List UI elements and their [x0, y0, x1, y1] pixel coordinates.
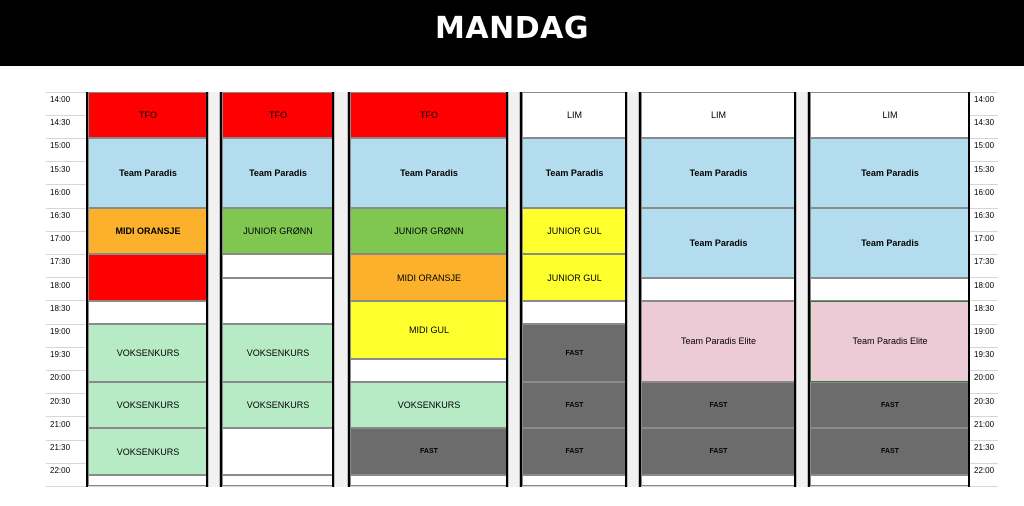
- schedule-block[interactable]: TFO: [222, 92, 334, 138]
- schedule-block[interactable]: FAST: [641, 382, 796, 428]
- time-label-left: 16:30: [50, 211, 71, 220]
- schedule-block[interactable]: MIDI ORANSJE: [350, 254, 508, 300]
- time-label-right: 22:00: [974, 466, 995, 476]
- schedule-block[interactable]: [88, 475, 208, 487]
- schedule-block[interactable]: Team Paradis: [810, 138, 970, 208]
- schedule-block[interactable]: Team Paradis: [810, 208, 970, 278]
- column-border: [794, 92, 796, 487]
- schedule-block[interactable]: LIM: [641, 92, 796, 138]
- schedule-block[interactable]: VOKSENKURS: [88, 324, 208, 382]
- schedule-block[interactable]: JUNIOR GRØNN: [222, 208, 334, 254]
- time-label-right: 17:30: [974, 257, 995, 267]
- time-label-left: 20:00: [50, 373, 71, 383]
- time-label-left: 22:00: [50, 466, 71, 476]
- time-label-right: 19:00: [974, 327, 995, 336]
- page-title: MANDAG: [435, 11, 589, 46]
- time-label-right: 15:30: [974, 164, 995, 174]
- schedule-block[interactable]: FAST: [522, 324, 627, 382]
- schedule-block[interactable]: FAST: [350, 428, 508, 474]
- schedule-block[interactable]: VOKSENKURS: [88, 428, 208, 474]
- schedule-block[interactable]: [641, 278, 796, 301]
- schedule-block[interactable]: TFO: [88, 92, 208, 138]
- time-label-right: 20:30: [974, 396, 995, 406]
- column-border: [348, 92, 350, 487]
- time-label-right: 18:00: [974, 280, 995, 290]
- schedule-block[interactable]: [810, 475, 970, 487]
- schedule-block[interactable]: TFO: [350, 92, 508, 138]
- schedule-block[interactable]: VOKSENKURS: [222, 324, 334, 382]
- schedule-block[interactable]: VOKSENKURS: [350, 382, 508, 428]
- schedule-block[interactable]: FAST: [641, 428, 796, 474]
- column-border: [639, 92, 641, 487]
- schedule-block[interactable]: Team Paradis: [641, 208, 796, 278]
- schedule-block[interactable]: JUNIOR GUL: [522, 254, 627, 300]
- column-gutter: [508, 92, 520, 487]
- schedule-block[interactable]: [810, 278, 970, 301]
- time-label-right: 14:30: [974, 118, 995, 128]
- time-label-left: 21:00: [50, 419, 71, 429]
- schedule-block[interactable]: Team Paradis: [522, 138, 627, 208]
- schedule-block[interactable]: Team Paradis Elite: [810, 301, 970, 382]
- time-label-left: 15:30: [50, 164, 71, 174]
- schedule-block[interactable]: LIM: [810, 92, 970, 138]
- schedule-block[interactable]: Team Paradis: [222, 138, 334, 208]
- time-label-left: 21:30: [50, 443, 71, 452]
- schedule-block[interactable]: [641, 475, 796, 487]
- schedule-block[interactable]: MIDI ORANSJE: [88, 208, 208, 254]
- time-label-left: 18:30: [50, 303, 71, 313]
- time-label-left: 16:00: [50, 187, 71, 197]
- time-label-left: 14:30: [50, 118, 71, 128]
- schedule-block[interactable]: [522, 301, 627, 324]
- schedule-block[interactable]: FAST: [810, 428, 970, 474]
- time-label-right: 20:00: [974, 373, 995, 383]
- column-border: [506, 92, 508, 487]
- column-border: [332, 92, 334, 487]
- schedule-block[interactable]: MIDI GUL: [350, 301, 508, 359]
- column-border: [520, 92, 522, 487]
- time-label-left: 14:00: [50, 95, 71, 104]
- schedule-block[interactable]: FAST: [522, 428, 627, 474]
- schedule-block[interactable]: [350, 359, 508, 382]
- schedule-block[interactable]: FAST: [810, 382, 970, 428]
- time-label-right: 18:30: [974, 303, 995, 313]
- schedule-block[interactable]: FAST: [522, 382, 627, 428]
- time-label-left: 15:00: [50, 141, 71, 151]
- schedule-block[interactable]: Team Paradis: [641, 138, 796, 208]
- time-label-left: 18:00: [50, 280, 71, 290]
- column-border: [206, 92, 208, 487]
- column-border: [220, 92, 222, 487]
- time-label-right: 19:30: [974, 350, 995, 360]
- schedule-block[interactable]: [88, 254, 208, 300]
- column-border: [625, 92, 627, 487]
- column-gutter: [627, 92, 639, 487]
- time-label-right: 15:00: [974, 141, 995, 151]
- schedule-block[interactable]: [522, 475, 627, 487]
- time-label-left: 19:00: [50, 327, 71, 336]
- schedule-block[interactable]: Team Paradis: [350, 138, 508, 208]
- schedule-block[interactable]: [222, 278, 334, 324]
- schedule-block[interactable]: VOKSENKURS: [88, 382, 208, 428]
- schedule-block[interactable]: [222, 428, 334, 474]
- column-border: [86, 92, 88, 487]
- time-label-left: 19:30: [50, 350, 71, 360]
- column-gutter: [796, 92, 808, 487]
- schedule-block[interactable]: Team Paradis: [88, 138, 208, 208]
- schedule-block[interactable]: Team Paradis Elite: [641, 301, 796, 382]
- time-label-left: 17:00: [50, 234, 71, 244]
- column-gutter: [208, 92, 220, 487]
- schedule-block[interactable]: [350, 475, 508, 487]
- schedule-block[interactable]: LIM: [522, 92, 627, 138]
- time-label-left: 20:30: [50, 396, 71, 406]
- schedule-block[interactable]: JUNIOR GUL: [522, 208, 627, 254]
- schedule-block[interactable]: [222, 254, 334, 277]
- column-border: [968, 92, 970, 487]
- time-label-left: 17:30: [50, 257, 71, 267]
- schedule-block[interactable]: [222, 475, 334, 487]
- column-gutter: [334, 92, 348, 487]
- schedule-block[interactable]: VOKSENKURS: [222, 382, 334, 428]
- column-border: [808, 92, 810, 487]
- time-label-right: 16:00: [974, 187, 995, 197]
- time-label-right: 17:00: [974, 234, 995, 244]
- schedule-block[interactable]: JUNIOR GRØNN: [350, 208, 508, 254]
- time-label-right: 16:30: [974, 211, 995, 220]
- time-label-right: 21:30: [974, 443, 995, 452]
- schedule-block[interactable]: [88, 301, 208, 324]
- time-label-right: 21:00: [974, 419, 995, 429]
- time-label-right: 14:00: [974, 95, 995, 104]
